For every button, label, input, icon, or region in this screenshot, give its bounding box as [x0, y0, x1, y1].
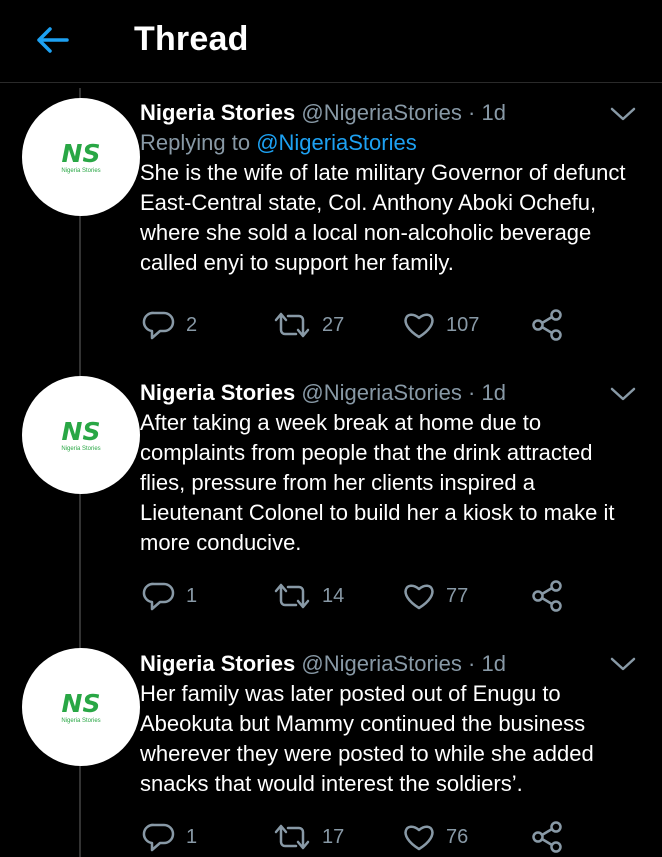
nigeria-stories-logo-icon: NS	[61, 416, 101, 446]
author-handle[interactable]: @NigeriaStories	[301, 100, 462, 125]
tweet-time[interactable]: 1d	[481, 380, 506, 405]
reply-button[interactable]	[142, 308, 197, 342]
like-count: 107	[446, 313, 480, 336]
heart-icon	[402, 310, 436, 340]
replying-to	[140, 128, 640, 158]
tweet-actions	[140, 579, 640, 613]
retweet-button[interactable]	[272, 820, 344, 854]
tweet-time[interactable]: 1d	[481, 100, 506, 125]
heart-icon	[402, 581, 436, 611]
author-handle[interactable]: @NigeriaStories	[301, 380, 462, 405]
tweet-text: Her family was later posted out of Enugu to Abeokuta but Mammy continued the business wherever they were posted to while she added snacks that would interest the soldiers’.	[140, 681, 594, 796]
reply-count: 1	[186, 584, 198, 607]
back-button[interactable]	[30, 20, 74, 60]
avatar[interactable]	[22, 648, 140, 766]
avatar[interactable]	[22, 376, 140, 494]
chevron-down-icon	[610, 656, 636, 672]
replying-to-label: Replying to	[140, 130, 251, 155]
reply-count: 1	[186, 825, 198, 848]
share-icon	[530, 309, 564, 341]
retweet-count: 17	[322, 825, 345, 848]
nigeria-stories-logo-icon: NS	[61, 688, 101, 718]
tweet-actions	[140, 308, 640, 342]
replying-to-link[interactable]: @NigeriaStories	[256, 130, 417, 155]
author-name[interactable]: Nigeria Stories	[140, 380, 296, 405]
nigeria-stories-logo-icon: NS	[61, 138, 101, 168]
tweet-menu-button[interactable]	[610, 656, 636, 676]
like-count: 76	[446, 825, 469, 848]
reply-button[interactable]	[142, 579, 197, 613]
share-icon	[530, 821, 564, 853]
like-button[interactable]	[402, 820, 468, 854]
author-name[interactable]: Nigeria Stories	[140, 100, 296, 125]
logo-caption: Nigeria Stories	[61, 445, 101, 452]
author-name[interactable]: Nigeria Stories	[140, 651, 296, 676]
app-header	[0, 0, 662, 83]
retweet-button[interactable]	[272, 308, 344, 342]
chevron-down-icon	[610, 106, 636, 122]
page-title: Thread	[134, 20, 249, 58]
like-button[interactable]	[402, 308, 479, 342]
arrow-left-icon	[35, 26, 69, 54]
reply-button[interactable]	[142, 820, 197, 854]
retweet-icon	[272, 581, 312, 611]
reply-count: 2	[186, 313, 198, 336]
share-button[interactable]	[530, 820, 564, 854]
tweet-meta: Nigeria Stories @NigeriaStories · 1d	[140, 651, 506, 676]
reply-icon	[142, 821, 176, 853]
retweet-button[interactable]	[272, 579, 344, 613]
tweet-text: She is the wife of late military Governor of defunct East-Central state, Col. Anthony Aboki Ochefu, where she sold a local non-alcoholic beverage called enyi to support her family.	[140, 160, 626, 275]
tweet-meta: Nigeria Stories @NigeriaStories · 1d	[140, 380, 506, 405]
share-icon	[530, 580, 564, 612]
author-handle[interactable]: @NigeriaStories	[301, 651, 462, 676]
share-button[interactable]	[530, 308, 564, 342]
like-count: 77	[446, 584, 469, 607]
logo-caption: Nigeria Stories	[61, 167, 101, 174]
retweet-count: 27	[322, 313, 345, 336]
tweet-meta: Nigeria Stories @NigeriaStories · 1d	[140, 100, 506, 125]
heart-icon	[402, 822, 436, 852]
retweet-icon	[272, 822, 312, 852]
share-button[interactable]	[530, 579, 564, 613]
chevron-down-icon	[610, 386, 636, 402]
reply-icon	[142, 580, 176, 612]
logo-caption: Nigeria Stories	[61, 717, 101, 724]
tweet-menu-button[interactable]	[610, 106, 636, 126]
reply-icon	[142, 309, 176, 341]
tweet-menu-button[interactable]	[610, 386, 636, 406]
retweet-icon	[272, 310, 312, 340]
tweet-text: After taking a week break at home due to complaints from people that the drink attracted flies, pressure from her clients inspired a Lieutenant Colonel to build her a kiosk to make it more conducive.	[140, 410, 615, 555]
retweet-count: 14	[322, 584, 345, 607]
avatar[interactable]	[22, 98, 140, 216]
like-button[interactable]	[402, 579, 468, 613]
tweet-actions	[140, 820, 640, 854]
tweet-time[interactable]: 1d	[481, 651, 506, 676]
